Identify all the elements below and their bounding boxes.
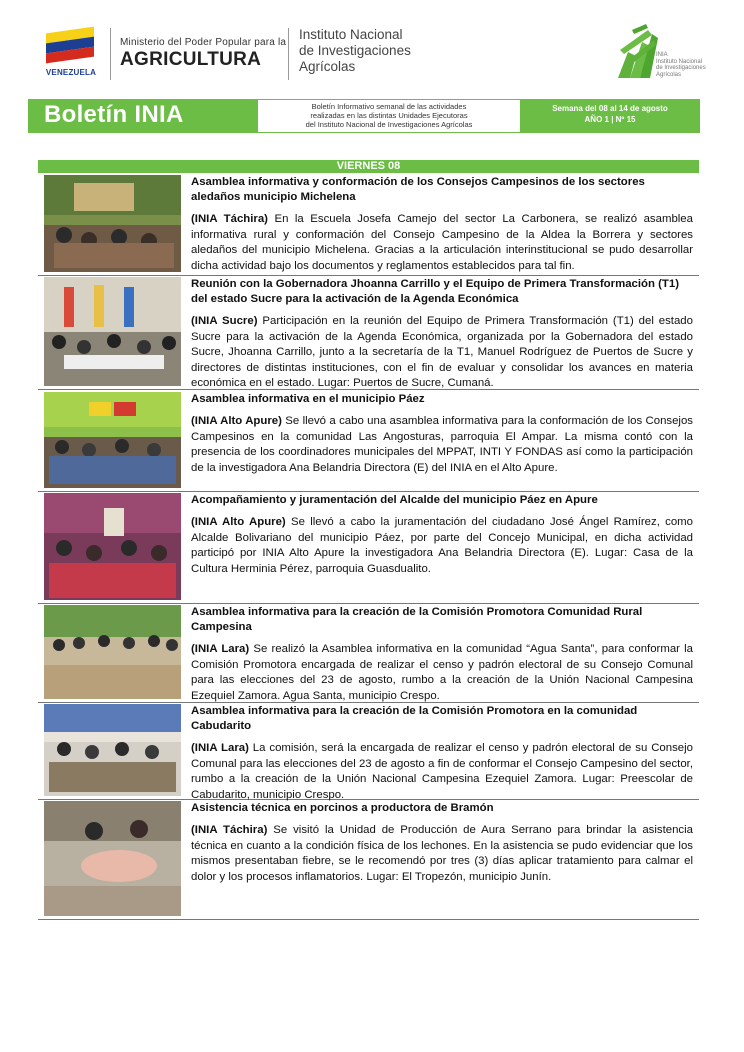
activity-title: Acompañamiento y juramentación del Alcalde del municipio Páez en Apure xyxy=(191,494,598,506)
activity-row xyxy=(38,390,699,492)
subtitle-line2: realizadas en las distintas Unidades Ejecutoras xyxy=(310,111,468,120)
logo-text-line3: de Investigaciones xyxy=(656,65,706,71)
activity-text xyxy=(191,493,693,577)
activity-title: Asistencia técnica en porcinos a productora de Bramón xyxy=(191,802,494,814)
activity-description: Se visitó la Unidad de Producción de Aura Serrano para brindar la asistencia técnica en cuanto a la condición física de los lechones. En la asistencia se pudo evidenciar que los mismos presentaban fiebre, se le recomendó por tres (3) días aplicar tratamiento para calmar el dolor y los procesos inflamatorios. Lugar: El Tropezón, municipio Junín. xyxy=(191,824,693,883)
flag-country-label: VENEZUELA xyxy=(45,68,97,77)
activity-description: Se realizó la Asamblea informativa en la comunidad “Agua Santa”, para conformar la Comisión Promotora encargada de realizar el censo y padrón electoral de su Consejo Comunal para las elecciones del 23 de agosto, rumbo a la creación de la Unión Nacional Campesina Ezequiel Zamora. Agua Santa, municipio Crespo. xyxy=(191,643,694,702)
institute-line3: Agrícolas xyxy=(299,59,356,74)
header-divider xyxy=(288,28,289,80)
activity-unit: (INIA Alto Apure) xyxy=(191,516,286,528)
logo-text-line4: Agrícolas xyxy=(656,71,682,78)
activity-photo xyxy=(44,277,181,386)
flag-icon xyxy=(46,27,94,64)
activity-body xyxy=(191,212,693,274)
activity-text xyxy=(191,704,693,803)
subtitle-line3: del Instituto Nacional de Investigaciones Agrícolas xyxy=(305,120,473,129)
logo-text-line2: Instituto Nacional xyxy=(656,58,703,65)
activity-text xyxy=(191,392,693,476)
activity-photo xyxy=(44,605,181,699)
activity-row xyxy=(38,275,699,390)
activity-body xyxy=(191,515,693,577)
activity-unit: (INIA Táchira) xyxy=(191,213,268,225)
day-header: VIERNES 08 xyxy=(38,160,699,173)
bulletin-title: Boletín INIA xyxy=(44,101,184,128)
page-header xyxy=(0,0,744,96)
activity-title: Asamblea informativa para la creación de la Comisión Promotora Comunidad Rural Campesina xyxy=(191,606,643,633)
activity-body xyxy=(191,314,693,392)
logo-text-line1: INIA xyxy=(656,52,668,58)
inia-logo-text xyxy=(656,52,706,78)
activity-description: Participación en la reunión del Equipo de Primera Transformación (T1) del estado Sucre para la activación de la Agenda Económica, organizada por la Gobernadora del estado Sucre, Jhoanna Carrillo, junto a la secretaría de la T1, Manuel Rodríguez de Puertos de Sucre y directores de distintas instituciones, con el fin de evaluar y consolidar los avances en materia económica en el estado. Lugar: Puertos de Sucre, Cumaná. xyxy=(191,315,693,389)
activity-unit: (INIA Lara) xyxy=(191,643,250,655)
activity-body xyxy=(191,642,693,704)
activity-photo xyxy=(44,392,181,488)
activity-body xyxy=(191,823,693,885)
activity-description: En la Escuela Josefa Camejo del sector La Carbonera, se realizó asamblea informativa rural y conformación del Consejo Campesino de la Aldea la Borrera y sectores aledaños del municipio Michelena. Gracias a la articulación interinstitucional se pudo desarrollar dicha actividad bajo los documentos y reglamentos establecidos para tal fin. xyxy=(191,213,693,272)
activity-text xyxy=(191,175,693,274)
ministry-line2: AGRICULTURA xyxy=(120,49,262,70)
institute-line1: Instituto Nacional xyxy=(299,27,403,42)
activity-photo xyxy=(44,704,181,796)
activity-row xyxy=(38,491,699,604)
activity-title: Reunión con la Gobernadora Jhoanna Carrillo y el Equipo de Primera Transformación (T1) del estado Sucre para la activación de la Agenda Económica xyxy=(191,278,679,305)
activity-text xyxy=(191,605,693,704)
activity-description: La comisión, será la encargada de realizar el censo y padrón electoral de su Consejo Comunal para las elecciones del 23 de agosto a fin de conformar el Consejo Campesino del sector, rumbo a la creación de la Unión Nacional Campesina Ezequiel Zamora. Lugar: Preescolar de Cabudarito, municipio Crespo. xyxy=(191,742,693,801)
activity-unit: (INIA Lara) xyxy=(191,742,249,754)
activity-row xyxy=(38,603,699,703)
activity-row xyxy=(38,173,699,276)
activity-photo xyxy=(44,801,181,916)
activity-title: Asamblea informativa en el municipio Páez xyxy=(191,393,425,405)
edition-label: AÑO 1 | Nº 15 xyxy=(584,115,636,124)
week-label: Semana del 08 al 14 de agosto xyxy=(552,104,668,113)
activity-unit: (INIA Sucre) xyxy=(191,315,258,327)
activity-text xyxy=(191,801,693,885)
activity-unit: (INIA Alto Apure) xyxy=(191,415,282,427)
activity-body xyxy=(191,414,693,476)
subtitle-line1: Boletín Informativo semanal de las actividades xyxy=(311,102,467,111)
ministry-line1: Ministerio del Poder Popular para la xyxy=(120,37,287,48)
activity-row xyxy=(38,702,699,800)
activity-title: Asamblea informativa para la creación de la Comisión Promotora en la comunidad Cabudarito xyxy=(191,705,638,732)
activity-title: Asamblea informativa y conformación de los Consejos Campesinos de los sectores aledaños municipio Michelena xyxy=(191,176,645,203)
institute-line2: de Investigaciones xyxy=(299,43,411,58)
activity-photo xyxy=(44,493,181,600)
venezuela-flag-logo xyxy=(42,26,102,82)
bulletin-edition xyxy=(520,103,700,125)
institute-name xyxy=(299,27,411,75)
activity-row xyxy=(38,799,699,920)
activity-description: Se llevó a cabo una asamblea informativa para la conformación de los Consejos Campesinos en la comunidad Las Angosturas, parroquia El Ampar. La misma contó con la presencia de los coordinadores municipales del MPPAT, INTI Y FONDAS así como la participación de la investigadora Ana Belandria Directora (E) del INIA en el Alto Apure. xyxy=(191,415,693,474)
activity-unit: (INIA Táchira) xyxy=(191,824,268,836)
activity-body xyxy=(191,741,693,803)
activity-description: Se llevó a cabo la juramentación del ciudadano José Ángel Ramírez, como Alcalde Bolivariano del municipio Páez, por parte del Concejo Municipal, en dicha actividad participó por INIA Alto Apure la investigadora Ana Belandria Directora (E). Lugar: Casa de la Cultura Herminia Pérez, parroquia Guasdualito. xyxy=(191,516,693,575)
bulletin-subtitle xyxy=(258,99,520,133)
header-divider xyxy=(110,28,111,80)
activity-text xyxy=(191,277,693,392)
activity-photo xyxy=(44,175,181,272)
